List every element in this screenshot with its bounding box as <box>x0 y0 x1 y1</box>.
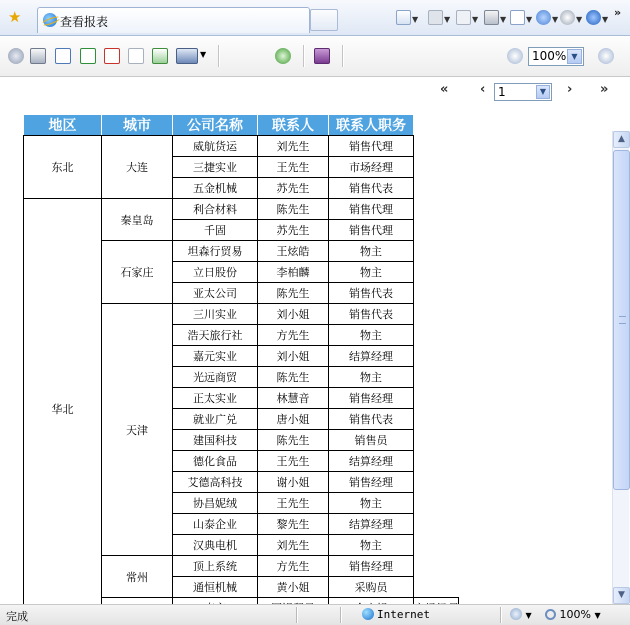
first-page-button[interactable]: « <box>440 82 449 97</box>
title-cell: 物主 <box>329 535 414 556</box>
contact-cell: 王先生 <box>258 493 329 514</box>
contact-cell: 刘小姐 <box>258 346 329 367</box>
status-divider <box>296 607 297 623</box>
header-company: 公司名称 <box>173 115 258 136</box>
mail-button[interactable]: ▼ <box>456 10 478 28</box>
print-icon <box>484 10 499 25</box>
contact-cell: 林慧音 <box>258 388 329 409</box>
contact-cell: 黎先生 <box>258 514 329 535</box>
company-cell: 浩天旅行社 <box>173 325 258 346</box>
title-cell: 销售代表 <box>329 304 414 325</box>
print-report-icon[interactable] <box>30 48 46 64</box>
contact-cell: 李柏麟 <box>258 262 329 283</box>
layout-menu-icon[interactable] <box>176 48 198 64</box>
protected-mode-button[interactable]: ▼ <box>510 608 532 621</box>
refresh-icon[interactable] <box>275 48 291 64</box>
header-contact-title: 联系人职务 <box>329 115 414 136</box>
contact-cell: 刘先生 <box>258 535 329 556</box>
header-contact: 联系人 <box>258 115 329 136</box>
report-table <box>23 114 459 619</box>
title-cell: 结算经理 <box>329 346 414 367</box>
zoom-select-value: 100% <box>532 49 567 63</box>
home-button[interactable]: ▼ <box>396 10 418 28</box>
title-cell: 销售代理 <box>329 199 414 220</box>
page-setup-icon[interactable] <box>55 48 71 64</box>
title-cell: 销售代理 <box>329 220 414 241</box>
safety-icon <box>536 10 551 25</box>
title-cell: 物主 <box>329 367 414 388</box>
contact-cell: 王先生 <box>258 451 329 472</box>
report-viewport <box>0 104 613 604</box>
more-commands-chevron[interactable]: » <box>614 6 622 19</box>
company-cell: 德化食品 <box>173 451 258 472</box>
page-menu-button[interactable]: ▼ <box>510 10 532 28</box>
report-header-row <box>24 115 459 136</box>
security-zone-label: Internet <box>377 608 430 621</box>
title-cell: 物主 <box>329 262 414 283</box>
company-cell: 山泰企业 <box>173 514 258 535</box>
table-row <box>24 199 459 220</box>
help-icon <box>586 10 601 25</box>
contact-cell: 唐小姐 <box>258 409 329 430</box>
mail-icon <box>456 10 471 25</box>
page-navigation <box>0 78 630 104</box>
tab-title: 查看报表 <box>60 15 109 29</box>
zoom-in-icon[interactable] <box>598 48 614 64</box>
contact-cell: 王炫皓 <box>258 241 329 262</box>
company-cell: 汉典电机 <box>173 535 258 556</box>
contact-cell: 陈先生 <box>258 199 329 220</box>
company-cell: 千固 <box>173 220 258 241</box>
globe-icon <box>362 608 374 620</box>
help-menu-button[interactable]: ▼ <box>586 10 608 28</box>
contact-cell: 方先生 <box>258 556 329 577</box>
contact-cell: 谢小姐 <box>258 472 329 493</box>
region-cell: 东北 <box>24 136 102 199</box>
export-text-icon[interactable] <box>128 48 144 64</box>
city-cell: 石家庄 <box>102 241 173 304</box>
table-row <box>24 136 459 157</box>
title-cell: 销售代表 <box>329 178 414 199</box>
contact-cell: 黄小姐 <box>258 577 329 598</box>
status-zoom-label: 100% <box>559 608 591 621</box>
title-cell: 销售员 <box>329 430 414 451</box>
company-cell: 嘉元实业 <box>173 346 258 367</box>
chevron-down-icon[interactable]: ▼ <box>200 50 207 59</box>
gear-icon <box>560 10 575 25</box>
toolbar-divider <box>303 45 304 67</box>
company-cell: 亚太公司 <box>173 283 258 304</box>
scroll-up-button[interactable]: ▲ <box>613 131 630 148</box>
header-region: 地区 <box>24 115 102 136</box>
contact-cell: 刘先生 <box>258 136 329 157</box>
tools-menu-button[interactable]: ▼ <box>560 10 582 28</box>
company-cell: 利合材料 <box>173 199 258 220</box>
title-cell: 销售经理 <box>329 472 414 493</box>
company-cell: 三捷实业 <box>173 157 258 178</box>
new-tab-button[interactable] <box>310 9 338 31</box>
company-cell: 坦森行贸易 <box>173 241 258 262</box>
tab-report-view[interactable] <box>37 7 310 33</box>
scroll-grip-icon <box>619 316 626 324</box>
company-cell: 艾德高科技 <box>173 472 258 493</box>
title-cell: 市场经理 <box>329 157 414 178</box>
contact-cell: 苏先生 <box>258 178 329 199</box>
safety-menu-button[interactable]: ▼ <box>536 10 558 28</box>
title-cell: 销售代理 <box>329 136 414 157</box>
toolbar-divider <box>342 45 343 67</box>
export-image-icon[interactable] <box>152 48 168 64</box>
home-icon <box>396 10 411 25</box>
company-cell: 顶上系统 <box>173 556 258 577</box>
company-cell: 五金机械 <box>173 178 258 199</box>
title-cell: 销售代表 <box>329 409 414 430</box>
company-cell: 协昌妮绒 <box>173 493 258 514</box>
report-toolbar <box>0 37 630 77</box>
region-cell: 华北 <box>24 199 102 619</box>
chevron-down-icon[interactable]: ▼ <box>536 85 550 99</box>
title-cell: 销售经理 <box>329 556 414 577</box>
contact-cell: 陈先生 <box>258 367 329 388</box>
city-cell: 秦皇岛 <box>102 199 173 241</box>
company-cell: 立日股份 <box>173 262 258 283</box>
rss-icon[interactable] <box>314 48 330 64</box>
company-cell: 就业广兑 <box>173 409 258 430</box>
status-zoom-button[interactable]: 100% ▼ <box>545 608 601 621</box>
zoom-out-icon[interactable] <box>507 48 523 64</box>
company-cell: 建国科技 <box>173 430 258 451</box>
city-cell: 常州 <box>102 556 173 598</box>
title-cell: 采购员 <box>329 577 414 598</box>
status-bar <box>0 604 630 625</box>
status-divider <box>340 607 341 623</box>
print-button[interactable]: ▼ <box>484 10 506 28</box>
contact-cell: 陈先生 <box>258 430 329 451</box>
tab-bar <box>0 0 630 36</box>
scroll-down-button[interactable]: ▼ <box>613 587 630 604</box>
prev-page-button[interactable]: ‹ <box>480 82 486 97</box>
company-cell: 威航货运 <box>173 136 258 157</box>
search-report-icon[interactable] <box>8 48 24 64</box>
city-cell: 天津 <box>102 304 173 556</box>
company-cell: 光远商贸 <box>173 367 258 388</box>
status-text: 完成 <box>6 610 28 623</box>
scroll-thumb[interactable] <box>613 150 630 490</box>
page-number-select[interactable] <box>494 83 552 101</box>
title-cell: 结算经理 <box>329 514 414 535</box>
chevron-down-icon[interactable]: ▼ <box>567 49 582 64</box>
feeds-button[interactable]: ▼ <box>428 10 450 28</box>
page-icon <box>510 10 525 25</box>
vertical-scrollbar[interactable] <box>612 131 629 604</box>
city-cell: 大连 <box>102 136 173 199</box>
security-zone[interactable] <box>362 608 430 621</box>
ie-page-icon <box>43 13 57 27</box>
title-cell: 物主 <box>329 493 414 514</box>
toolbar-divider <box>218 45 219 67</box>
magnifier-icon <box>545 609 556 620</box>
title-cell: 销售经理 <box>329 388 414 409</box>
contact-cell: 刘小姐 <box>258 304 329 325</box>
shield-icon <box>510 608 522 620</box>
status-divider <box>500 607 501 623</box>
page-number-value: 1 <box>498 85 506 99</box>
next-page-button[interactable]: › <box>567 82 573 97</box>
title-cell: 物主 <box>329 325 414 346</box>
favorites-star-icon[interactable]: ★ <box>8 8 22 26</box>
contact-cell: 王先生 <box>258 157 329 178</box>
company-cell: 正太实业 <box>173 388 258 409</box>
contact-cell: 陈先生 <box>258 283 329 304</box>
title-cell: 销售代表 <box>329 283 414 304</box>
export-pdf-icon[interactable] <box>104 48 120 64</box>
title-cell: 结算经理 <box>329 451 414 472</box>
title-cell: 物主 <box>329 241 414 262</box>
header-city: 城市 <box>102 115 173 136</box>
company-cell: 通恒机械 <box>173 577 258 598</box>
zoom-select[interactable] <box>528 47 584 66</box>
contact-cell: 方先生 <box>258 325 329 346</box>
feeds-icon <box>428 10 443 25</box>
company-cell: 三川实业 <box>173 304 258 325</box>
export-excel-icon[interactable] <box>80 48 96 64</box>
last-page-button[interactable]: » <box>600 82 609 97</box>
contact-cell: 苏先生 <box>258 220 329 241</box>
